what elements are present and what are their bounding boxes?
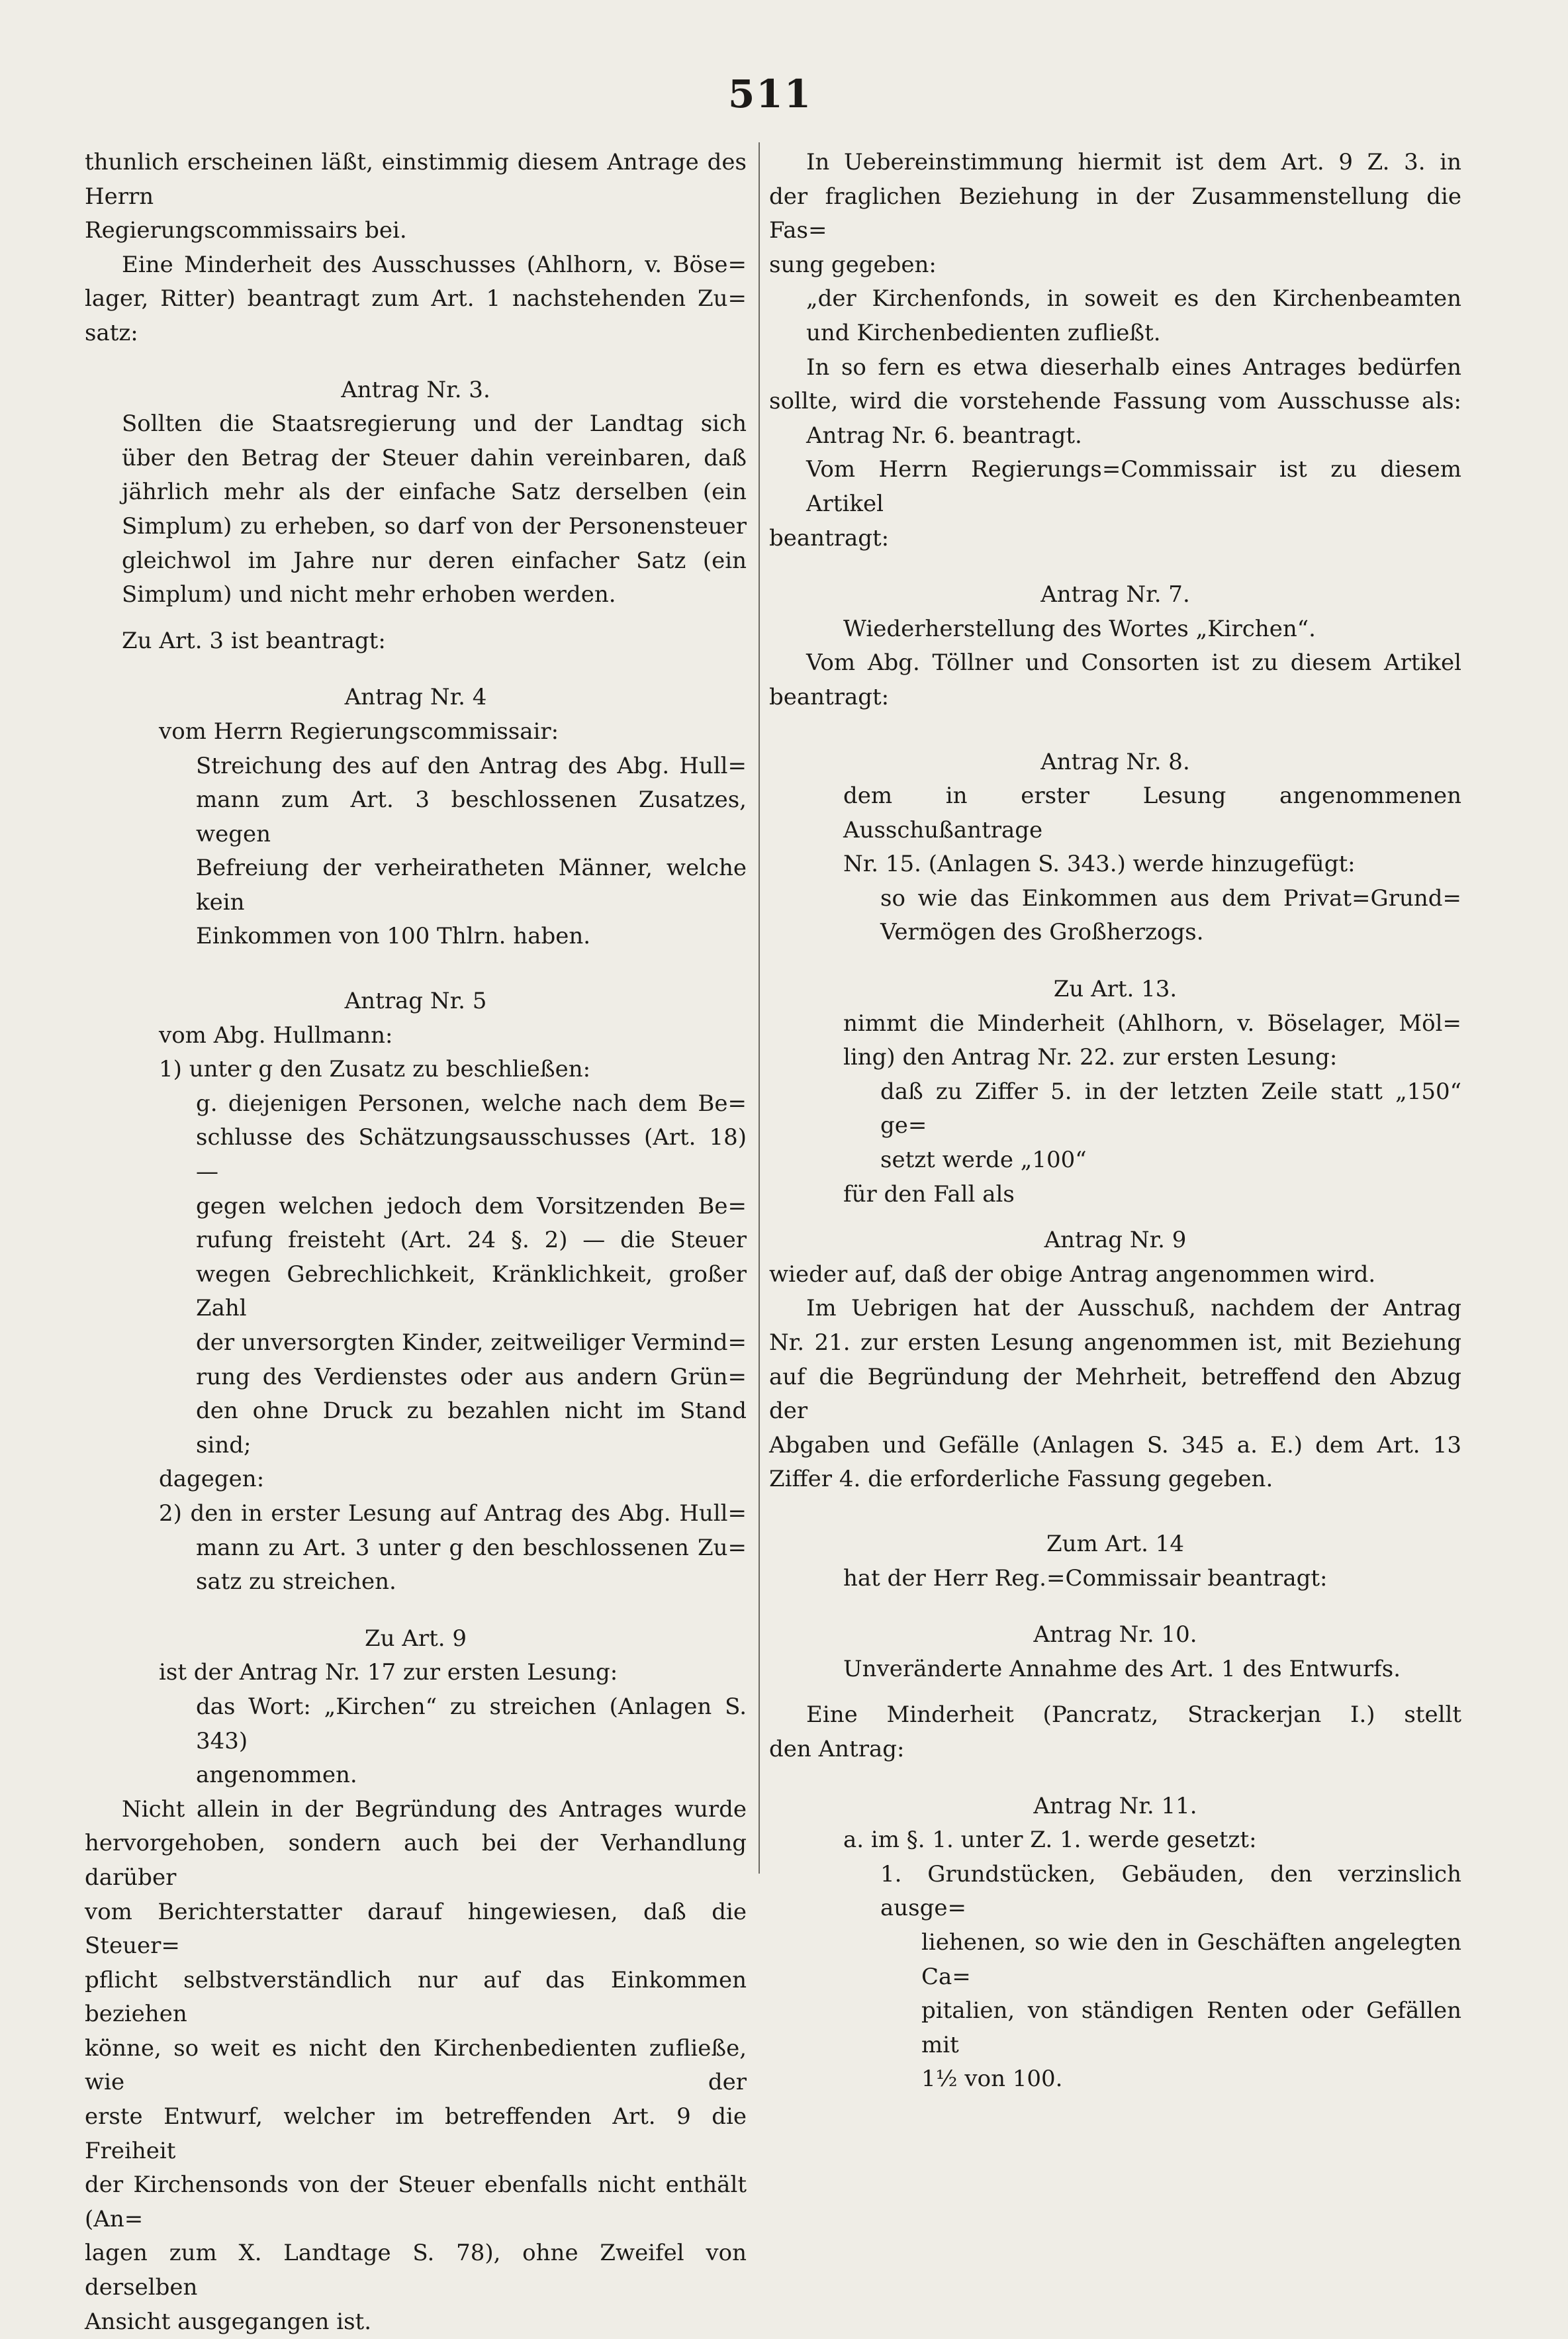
- text-line: Zum Art. 14: [1046, 1530, 1184, 1557]
- text-line: und Kirchenbedienten zufließt.: [806, 319, 1161, 346]
- text-line: gleichwol im Jahre nur deren einfacher Satz (ein: [122, 547, 747, 574]
- text-line: setzt werde „100“: [880, 1147, 1087, 1174]
- text-line: Antrag Nr. 5: [344, 988, 487, 1015]
- text-line: In Uebereinstimmung hiermit ist dem Art. 9 Z. 3. in: [806, 149, 1461, 175]
- text-line: sollte, wird die vorstehende Fassung vom Ausschusse als:: [769, 388, 1461, 415]
- text-line: thunlich erscheinen läßt, einstimmig diesem Antrage des Herrn: [85, 149, 747, 210]
- text-line: lagen zum X. Landtage S. 78), ohne Zweifel von derselben: [85, 2240, 747, 2301]
- text-line: satz:: [85, 319, 138, 346]
- text-line: Regierungscommissairs bei.: [85, 217, 407, 244]
- text-line: rufung freisteht (Art. 24 §. 2) — die Steuer: [196, 1227, 747, 1254]
- text-line: „der Kirchenfonds, in soweit es den Kirchenbeamten: [806, 285, 1461, 312]
- text-line: 1) unter g den Zusatz zu beschließen:: [159, 1056, 591, 1083]
- text-line: vom Abg. Hullmann:: [159, 1022, 393, 1049]
- text-line: Antrag Nr. 8.: [1040, 748, 1190, 775]
- text-line: Vom Herrn Regierungs=Commissair ist zu diesem Artikel: [806, 456, 1461, 517]
- text-line: Unveränderte Annahme des Art. 1 des Entwurfs.: [843, 1655, 1401, 1682]
- text-line: über den Betrag der Steuer dahin vereinbaren, daß: [122, 444, 747, 471]
- text-line: Ansicht ausgegangen ist.: [85, 2308, 372, 2335]
- text-line: Einkommen von 100 Thlrn. haben.: [196, 923, 591, 950]
- text-line: Zu Art. 13.: [1053, 976, 1177, 1003]
- text-line: den Antrag:: [769, 1735, 905, 1762]
- text-line: Antrag Nr. 3.: [341, 376, 490, 403]
- text-line: Abgaben und Gefälle (Anlagen S. 345 a. E.) dem Art. 13: [769, 1431, 1461, 1458]
- text-line: so wie das Einkommen aus dem Privat=Grund=: [880, 884, 1461, 912]
- text-line: gegen welchen jedoch dem Vorsitzenden Be=: [196, 1192, 747, 1219]
- text-line: für den Fall als: [843, 1180, 1015, 1208]
- text-line: Antrag Nr. 4: [344, 684, 487, 711]
- text-line: 1. Grundstücken, Gebäuden, den verzinslich ausge=: [880, 1860, 1461, 1922]
- text-line: beantragt:: [769, 683, 890, 710]
- text-line: a. im §. 1. unter Z. 1. werde gesetzt:: [843, 1827, 1257, 1854]
- text-line: Antrag Nr. 10.: [1033, 1621, 1197, 1648]
- right-column: [769, 146, 1461, 2097]
- text-line: dem in erster Lesung angenommenen Ausschußantrage: [843, 783, 1461, 843]
- text-line: g. diejenigen Personen, welche nach dem Be=: [196, 1090, 747, 1117]
- text-line: vom Herrn Regierungscommissair:: [159, 718, 559, 745]
- text-line: den ohne Druck zu bezahlen nicht im Stand: [196, 1398, 747, 1425]
- text-line: Befreiung der verheiratheten Männer, welche kein: [196, 855, 747, 916]
- text-line: Simplum) zu erheben, so darf von der Personensteuer: [122, 512, 747, 540]
- text-line: Ziffer 4. die erforderliche Fassung gegeben.: [769, 1466, 1273, 1493]
- text-line: hervorgehoben, sondern auch bei der Verhandlung darüber: [85, 1830, 747, 1891]
- text-line: Streichung des auf den Antrag des Abg. Hull=: [196, 752, 747, 779]
- text-line: lager, Ritter) beantragt zum Art. 1 nachstehenden Zu=: [85, 285, 747, 312]
- text-line: ling) den Antrag Nr. 22. zur ersten Lesung:: [843, 1044, 1338, 1071]
- text-line: der Kirchensonds von der Steuer ebenfalls nicht enthält (An=: [85, 2172, 747, 2232]
- text-line: hat der Herr Reg.=Commissair beantragt:: [843, 1564, 1328, 1592]
- text-line: Nr. 21. zur ersten Lesung angenommen ist, mit Beziehung: [769, 1329, 1461, 1356]
- text-line: das Wort: „Kirchen“ zu streichen (Anlagen S. 343): [196, 1693, 747, 1754]
- text-line: schlusse des Schätzungsausschusses (Art. 18) —: [196, 1124, 747, 1186]
- text-line: Antrag Nr. 6. beantragt.: [806, 422, 1082, 449]
- text-line: pflicht selbstverständlich nur auf das Einkommen beziehen: [85, 1966, 747, 2028]
- text-line: Simplum) und nicht mehr erhoben werden.: [122, 581, 616, 608]
- text-line: 2) den in erster Lesung auf Antrag des Abg. Hull=: [159, 1500, 747, 1527]
- left-column: [85, 146, 747, 2339]
- text-line: mann zu Art. 3 unter g den beschlossenen Zu=: [196, 1534, 747, 1561]
- text-line: beantragt:: [769, 524, 890, 551]
- text-line: mann zum Art. 3 beschlossenen Zusatzes, wegen: [196, 787, 747, 847]
- text-line: Im Uebrigen hat der Ausschuß, nachdem der Antrag: [806, 1295, 1461, 1322]
- text-line: der fraglichen Beziehung in der Zusammenstellung die Fas=: [769, 183, 1461, 244]
- column-divider: [759, 142, 760, 1874]
- text-line: Zu Art. 3 ist beantragt:: [122, 627, 386, 654]
- text-line: erste Entwurf, welcher im betreffenden Art. 9 die Freiheit: [85, 2103, 747, 2164]
- text-line: der unversorgten Kinder, zeitweiliger Vermind=: [196, 1329, 747, 1356]
- text-line: dagegen:: [159, 1466, 265, 1493]
- text-line: Sollten die Staatsregierung und der Landtag sich: [122, 410, 747, 438]
- text-line: liehenen, so wie den in Geschäften angelegten Ca=: [921, 1929, 1461, 1990]
- text-line: Eine Minderheit des Ausschusses (Ahlhorn, v. Böse=: [122, 251, 747, 278]
- text-line: nimmt die Minderheit (Ahlhorn, v. Böselager, Möl=: [843, 1010, 1461, 1037]
- text-line: Vom Abg. Töllner und Consorten ist zu diesem Artikel: [806, 649, 1461, 677]
- text-line: vom Berichterstatter darauf hingewiesen, daß die Steuer=: [85, 1898, 747, 1960]
- text-line: sung gegeben:: [769, 251, 937, 278]
- text-line: Nr. 15. (Anlagen S. 343.) werde hinzugefügt:: [843, 851, 1356, 878]
- text-line: Zu Art. 9: [364, 1625, 467, 1652]
- text-line: Antrag Nr. 9: [1044, 1227, 1187, 1254]
- text-line: sind;: [196, 1431, 252, 1458]
- text-line: Eine Minderheit (Pancratz, Strackerjan I.) stellt: [806, 1701, 1461, 1729]
- text-line: Wiederherstellung des Wortes „Kirchen“.: [843, 615, 1316, 642]
- text-line: Vermögen des Großherzogs.: [880, 919, 1204, 946]
- text-line: pitalien, von ständigen Renten oder Gefällen mit: [921, 1997, 1461, 2058]
- page-number: 511: [728, 72, 813, 117]
- text-line: satz zu streichen.: [196, 1568, 396, 1596]
- text-line: daß zu Ziffer 5. in der letzten Zeile statt „150“ ge=: [880, 1078, 1461, 1139]
- text-line: Nicht allein in der Begründung des Antrages wurde: [122, 1795, 747, 1823]
- text-line: angenommen.: [196, 1762, 357, 1789]
- text-line: wieder auf, daß der obige Antrag angenommen wird.: [769, 1261, 1376, 1288]
- text-line: rung des Verdienstes oder aus andern Grün=: [196, 1363, 747, 1390]
- text-line: ist der Antrag Nr. 17 zur ersten Lesung:: [159, 1659, 618, 1686]
- text-line: auf die Begründung der Mehrheit, betreffend den Abzug der: [769, 1363, 1461, 1425]
- text-line: In so fern es etwa dieserhalb eines Antrages bedürfen: [806, 354, 1461, 381]
- text-line: könne, so weit es nicht den Kirchenbedienten zufließe, wie der: [85, 2034, 747, 2096]
- text-line: jährlich mehr als der einfache Satz derselben (ein: [122, 479, 747, 506]
- text-line: 1½ von 100.: [921, 2066, 1063, 2093]
- text-line: Antrag Nr. 7.: [1040, 581, 1190, 608]
- text-line: wegen Gebrechlichkeit, Kränklichkeit, großer Zahl: [196, 1261, 747, 1322]
- text-line: Antrag Nr. 11.: [1033, 1792, 1197, 1819]
